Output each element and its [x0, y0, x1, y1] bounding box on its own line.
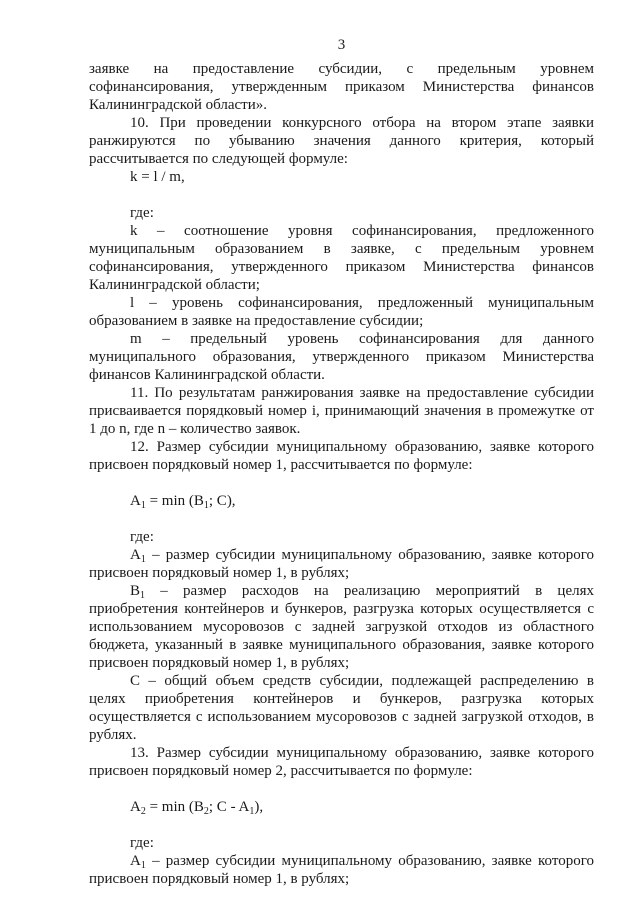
definition-a1-repeat: $A_1$ – размер субсидии муниципальному образованию, заявке которого присвоен порядковый номер 1, в рублях;	[89, 853, 594, 887]
definition-a1: $A_1$ – размер субсидии муниципальному образованию, заявке которого присвоен порядковый номер 1, в рублях;	[89, 547, 594, 581]
page-number: 3	[337, 37, 346, 53]
definition-m: m – предельный уровень софинансирования для данного муниципального образования, утвержденного приказом Министерства финансов Калининградской области.	[89, 331, 594, 383]
definition-l: l – уровень софинансирования, предложенный муниципальным образованием в заявке на предоставление субсидии;	[89, 295, 594, 329]
paragraph-continuation: заявке на предоставление субсидии, с предельным уровнем софинансирования, утвержденным приказом Министерства финансов Калининградской области».	[89, 61, 594, 113]
where-label-1: где:	[130, 205, 154, 221]
paragraph-13: 13. Размер субсидии муниципальному образованию, заявке которого присвоен порядковый номер 2, рассчитывается по формуле:	[89, 745, 594, 779]
where-label-2: где:	[130, 529, 154, 545]
where-label-3: где:	[130, 835, 154, 851]
formula-k: k = l / m,	[130, 169, 185, 185]
definition-k: k – соотношение уровня софинансирования, предложенного муниципальным образованием в заявке, с предельным уровнем софинансирования, утвержденного приказом Министерства финансов Калининградской области;	[89, 223, 594, 293]
definition-c: С – общий объем средств субсидии, подлежащей распределению в целях приобретения контейнеров и бункеров, разгрузка которых осуществляется с использованием мусоровозов с задней загрузкой отходов, в рублях.	[89, 673, 594, 743]
paragraph-12: 12. Размер субсидии муниципальному образованию, заявке которого присвоен порядковый номер 1, рассчитывается по формуле:	[89, 439, 594, 473]
formula-a2: $A_2 = \min (B_2$; C - $A_1$),	[130, 799, 264, 817]
paragraph-10: 10. При проведении конкурсного отбора на втором этапе заявки ранжируются по убыванию значения данного критерия, который рассчитывается по следующей формуле:	[89, 115, 594, 167]
definition-b1: $B_1$ – размер расходов на реализацию мероприятий в целях приобретения контейнеров и бункеров, разгрузка которых осуществляется с использованием мусоровозов с задней загрузкой отходов из областного бюджета, указанный в заявке муниципального образования, заявке которого присвоен порядковый номер 1, в рублях;	[89, 583, 594, 671]
formula-a1: $A_1 = \min (B_1$; C),	[130, 493, 236, 511]
paragraph-11: 11. По результатам ранжирования заявке на предоставление субсидии присваивается порядковый номер i, принимающий значения в промежутке от 1 до n, где n – количество заявок.	[89, 385, 594, 437]
